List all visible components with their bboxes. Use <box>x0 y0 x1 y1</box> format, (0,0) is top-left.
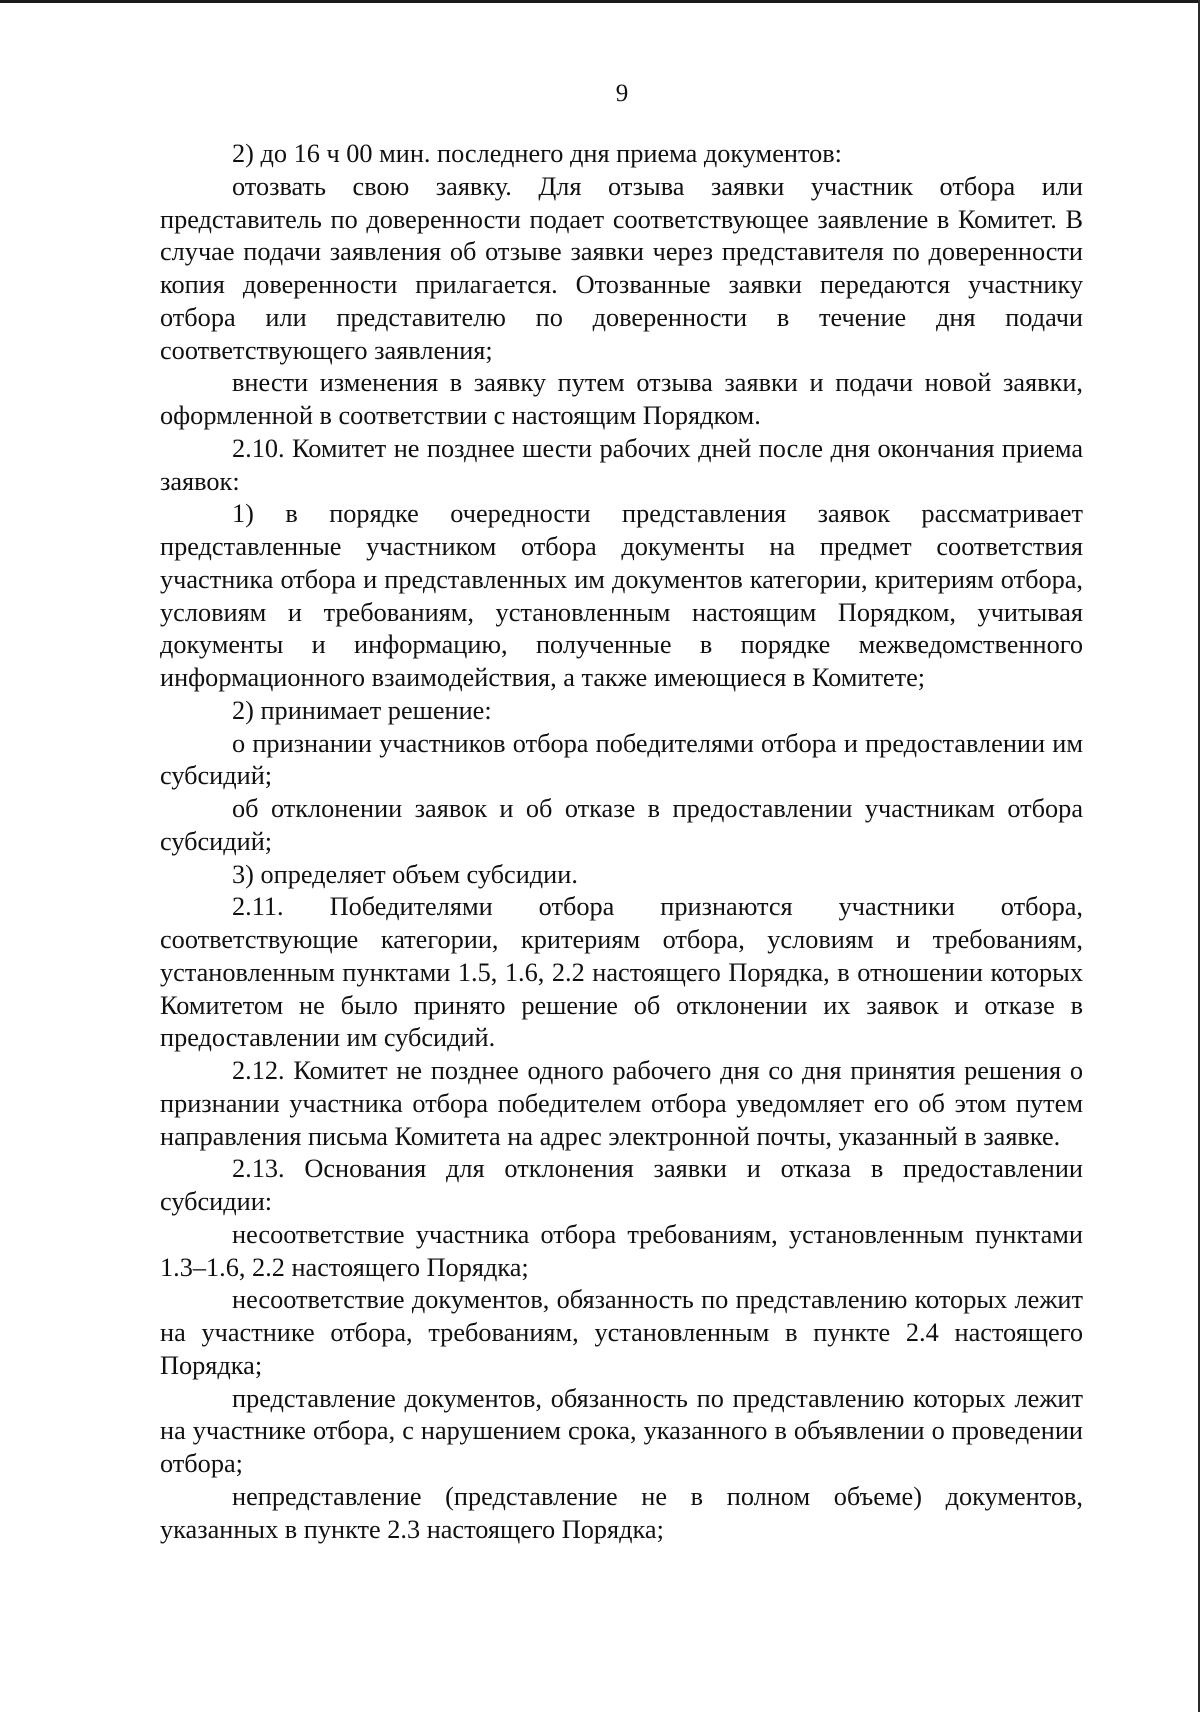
paragraph: 2) принимает решение: <box>232 695 492 725</box>
page-number: 9 <box>615 80 629 107</box>
document-body <box>160 138 1083 1546</box>
paragraph: об отклонении заявок и об отказе в предоставлении участникам отбора субсидий; <box>160 794 1083 856</box>
paragraph: 1) в порядке очередности представления заявок рассматривает представленные участником отбора документы на предмет соответствия участника отбора и представленных им документов категории, критериям отбора, условиям и требованиям, установленным настоящим Порядком, учитывая документы и информацию, полученные в порядке межведомственного информационного взаимодействия, а также имеющиеся в Комитете; <box>160 499 1083 692</box>
paragraph: 3) определяет объем субсидии. <box>232 859 578 889</box>
paragraph: 2.11. Победителями отбора признаются участники отбора, соответствующие категории, критериям отбора, условиям и требованиям, установленным пунктами 1.5, 1.6, 2.2 настоящего Порядка, в отношении которых Комитетом не было принято решение об отклонении их заявок и отказе в предоставлении им субсидий. <box>160 892 1083 1053</box>
paragraph: 2.12. Комитет не позднее одного рабочего дня со дня принятия решения о признании участника отбора победителем отбора уведомляет его об этом путем направления письма Комитета на адрес электронной почты, указанный в заявке. <box>160 1056 1083 1151</box>
paragraph: несоответствие участника отбора требованиям, установленным пунктами 1.3–1.6, 2.2 настоящего Порядка; <box>160 1219 1083 1282</box>
paragraph: о признании участников отбора победителями отбора и предоставлении им субсидий; <box>160 728 1083 791</box>
paragraph: представление документов, обязанность по представлению которых лежит на участнике отбора, с нарушением срока, указанного в объявлении о проведении отбора; <box>160 1383 1083 1478</box>
paragraph: 2.13. Основания для отклонения заявки и отказа в предоставлении субсидии: <box>160 1154 1083 1216</box>
paragraph: 2.10. Комитет не позднее шести рабочих дней после дня окончания приема заявок: <box>160 433 1083 496</box>
paragraph: 2) до 16 ч 00 мин. последнего дня приема документов: <box>232 139 842 168</box>
paragraph: внести изменения в заявку путем отзыва заявки и подачи новой заявки, оформленной в соответствии с настоящим Порядком. <box>160 368 1083 430</box>
paragraph: отозвать свою заявку. Для отзыва заявки участник отбора или представитель по доверенности подает соответствующее заявление в Комитет. В случае подачи заявления об отзыве заявки через представителя по доверенности копия доверенности прилагается. Отозванные заявки передаются участнику отбора или представителю по доверенности в течение дня подачи соответствующего заявления; <box>160 171 1083 365</box>
scan-border-top <box>0 0 1200 3</box>
paragraph: непредставление (представление не в полном объеме) документов, указанных в пункте 2.3 настоящего Порядка; <box>160 1481 1083 1544</box>
paragraph: несоответствие документов, обязанность по представлению которых лежит на участнике отбора, требованиям, установленным в пункте 2.4 настоящего Порядка; <box>160 1285 1083 1380</box>
